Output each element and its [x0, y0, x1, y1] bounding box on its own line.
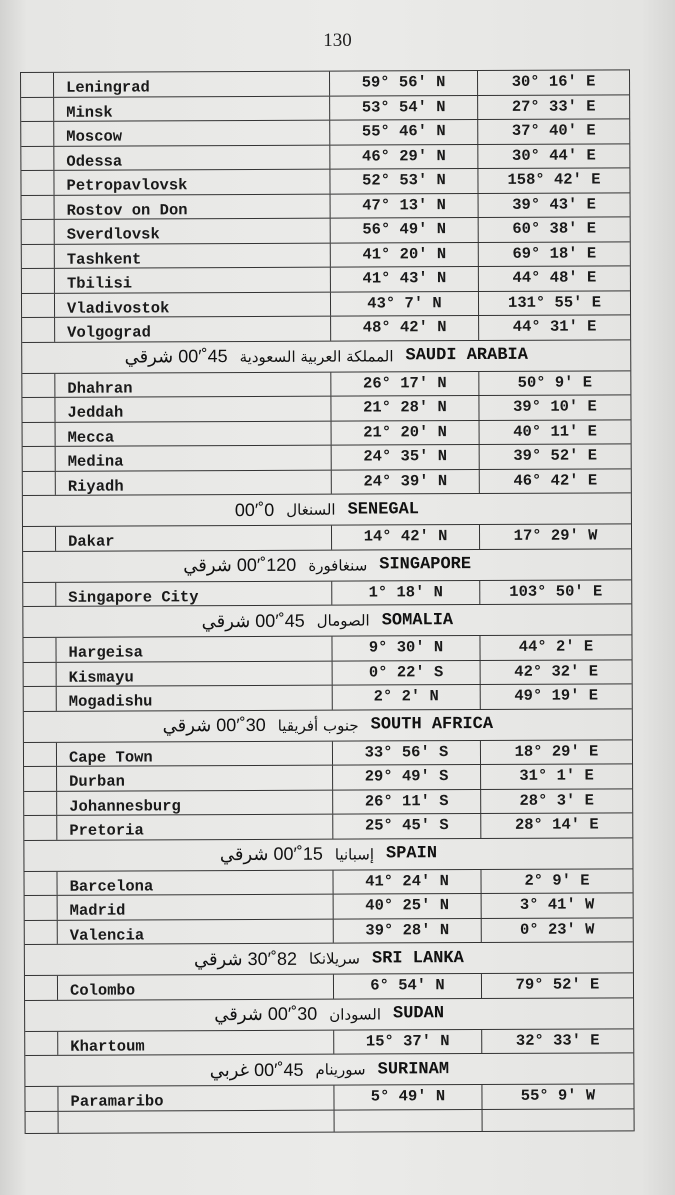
city-name: Durban	[57, 766, 333, 791]
country-name: SOUTH AFRICA	[370, 714, 494, 735]
latitude: 21° 28′ N	[331, 396, 479, 420]
longitude: 55° 9′ W	[520, 1086, 596, 1105]
longitude: 18° 29′ E	[514, 741, 599, 761]
city-name: Johannesburg	[57, 790, 333, 815]
table-row	[25, 1084, 633, 1111]
meridian-label: 45˚00′ شرقي	[201, 610, 305, 631]
country-arabic-name: السنغال	[286, 500, 336, 519]
margin-cell	[25, 896, 58, 920]
country-arabic-name: سريلانكا	[308, 949, 361, 968]
city-name: Sverdlovsk	[55, 219, 331, 244]
longitude: 32° 33′ E	[515, 1030, 600, 1050]
table-row	[22, 315, 630, 342]
meridian-label: 45˚00′ غربي	[209, 1059, 304, 1080]
empty-cell	[483, 1109, 634, 1131]
country-name: SRI LANKA	[371, 948, 464, 968]
table-row	[22, 266, 630, 293]
city-name: Cape Town	[57, 741, 333, 766]
empty-cell	[59, 1110, 335, 1132]
latitude: 6° 54′ N	[334, 974, 482, 998]
city-name: Kismayu	[57, 661, 333, 686]
margin-cell	[25, 1087, 58, 1111]
margin-cell	[23, 471, 56, 495]
margin-cell	[25, 1031, 58, 1055]
country-name: SPAIN	[385, 844, 438, 864]
city-name: Leningrad	[54, 72, 330, 97]
margin-cell	[23, 527, 56, 551]
longitude: 30° 16′ E	[511, 72, 596, 91]
country-header	[25, 1053, 633, 1087]
margin-cell	[21, 122, 54, 146]
country-header	[25, 998, 633, 1032]
meridian-label: 82˚30′ شرقي	[193, 948, 298, 969]
margin-cell	[24, 871, 57, 895]
country-arabic-name: الصومال	[316, 611, 370, 630]
latitude: 52° 53′ N	[330, 169, 478, 193]
city-name: Singapore City	[56, 581, 332, 606]
margin-cell	[25, 976, 58, 1000]
table-row	[25, 918, 633, 945]
table-row	[22, 371, 630, 398]
city-name: Vladivostok	[55, 292, 331, 317]
table-row	[25, 973, 633, 1000]
margin-cell	[24, 816, 57, 840]
city-name: Paramaribo	[58, 1086, 334, 1111]
city-name: Rostov on Don	[55, 194, 331, 219]
city-name: Tashkent	[55, 243, 331, 268]
city-name: Colombo	[58, 975, 334, 1000]
latitude: 41° 24′ N	[333, 869, 481, 893]
city-name: Moscow	[54, 121, 330, 146]
table-row	[21, 95, 629, 122]
country-header	[22, 340, 630, 374]
country-name: SURINAM	[377, 1059, 450, 1079]
table-row	[24, 684, 632, 711]
page-number: 130	[323, 30, 352, 51]
latitude: 41° 20′ N	[331, 242, 479, 266]
country-name: SINGAPORE	[379, 555, 472, 575]
country-header	[25, 942, 633, 976]
city-name: Medina	[56, 446, 332, 471]
margin-cell	[21, 73, 54, 97]
margin-cell	[26, 1111, 59, 1132]
longitude: 39° 10′ E	[513, 397, 597, 416]
longitude: 44° 31′ E	[512, 317, 597, 336]
longitude: 39° 52′ E	[513, 446, 598, 465]
margin-cell	[22, 244, 55, 268]
margin-cell	[21, 146, 54, 170]
longitude: 49° 19′ E	[514, 686, 599, 705]
table-row	[24, 764, 632, 791]
margin-cell	[21, 171, 54, 195]
city-name: Barcelona	[57, 870, 333, 895]
country-header	[23, 549, 631, 583]
longitude: 44° 2′ E	[518, 637, 594, 656]
margin-cell	[23, 638, 56, 662]
country-name: SENEGAL	[347, 499, 420, 520]
city-name: Tbilisi	[55, 268, 331, 293]
latitude: 21° 20′ N	[332, 420, 480, 444]
longitude: 131° 55′ E	[507, 292, 602, 312]
latitude: 29° 49′ S	[333, 765, 481, 789]
margin-cell	[22, 293, 55, 317]
longitude: 103° 50′ E	[509, 581, 603, 601]
margin-cell	[23, 422, 56, 446]
table-row	[24, 813, 632, 840]
latitude: 48° 42′ N	[331, 316, 479, 340]
latitude: 24° 39′ N	[332, 469, 480, 493]
margin-cell	[25, 920, 58, 944]
margin-cell	[22, 398, 55, 422]
longitude: 44° 48′ E	[512, 268, 597, 287]
latitude: 39° 28′ N	[334, 918, 482, 942]
country-arabic-name: المملكة العربية السعودية	[239, 346, 394, 366]
city-name: Minsk	[54, 96, 330, 121]
longitude: 158° 42′ E	[507, 170, 601, 189]
latitude: 9° 30′ N	[332, 636, 480, 660]
latitude: 5° 49′ N	[334, 1085, 482, 1109]
longitude: 17° 29′ W	[513, 526, 598, 545]
latitude: 2° 2′ N	[333, 685, 481, 709]
latitude: 15° 37′ N	[334, 1029, 482, 1053]
latitude: 24° 35′ N	[332, 445, 480, 469]
latitude: 26° 17′ N	[331, 371, 479, 395]
longitude: 46° 42′ E	[513, 470, 598, 490]
longitude: 42° 32′ E	[514, 661, 599, 681]
empty-row	[26, 1109, 634, 1134]
longitude: 30° 44′ E	[511, 145, 596, 165]
longitude: 40° 11′ E	[513, 421, 597, 441]
margin-cell	[24, 742, 57, 766]
longitude: 28° 3′ E	[519, 791, 594, 810]
longitude: 37° 40′ E	[511, 121, 596, 140]
margin-cell	[24, 767, 57, 791]
city-name: Pretoria	[57, 815, 333, 840]
latitude: 56° 49′ N	[331, 218, 479, 242]
city-name: Jeddah	[55, 397, 331, 422]
margin-cell	[22, 195, 55, 219]
city-name: Mogadishu	[57, 686, 333, 711]
margin-cell	[23, 447, 56, 471]
table-row	[22, 217, 630, 244]
margin-cell	[23, 582, 56, 606]
table-row	[23, 524, 631, 551]
longitude: 39° 43′ E	[512, 194, 596, 214]
margin-cell	[24, 662, 57, 686]
latitude: 59° 56′ N	[330, 71, 478, 95]
city-name: Volgograd	[55, 317, 331, 342]
country-arabic-name: جنوب أفريقيا	[277, 716, 359, 735]
table-row	[25, 893, 633, 920]
table-row	[23, 420, 631, 447]
country-name: SAUDI ARABIA	[405, 345, 528, 366]
latitude: 55° 46′ N	[330, 120, 478, 144]
margin-cell	[22, 220, 55, 244]
country-arabic-name: سنغافورة	[308, 555, 368, 575]
latitude: 46° 29′ N	[330, 145, 478, 169]
longitude: 69° 18′ E	[512, 243, 597, 263]
table-row	[21, 168, 629, 195]
latitude: 25° 45′ S	[333, 814, 481, 838]
city-name: Khartoum	[58, 1030, 334, 1055]
city-name: Odessa	[54, 145, 330, 170]
city-name: Madrid	[58, 895, 334, 920]
latitude: 33° 56′ S	[333, 740, 481, 764]
meridian-label: 0˚00′	[234, 499, 275, 520]
longitude: 27° 33′ E	[511, 96, 596, 116]
country-arabic-name: السودان	[329, 1004, 382, 1024]
table-row	[25, 1029, 633, 1056]
longitude: 0° 23′ W	[519, 920, 595, 939]
longitude: 31° 1′ E	[519, 766, 594, 785]
latitude: 40° 25′ N	[334, 894, 482, 918]
city-name: Valencia	[58, 919, 334, 944]
table-row	[23, 580, 631, 607]
table-row	[22, 242, 630, 269]
table-row	[21, 70, 629, 97]
meridian-label: 30˚00′ شرقي	[214, 1003, 318, 1025]
longitude: 50° 9′ E	[517, 373, 593, 392]
longitude: 3° 41′ W	[519, 895, 595, 914]
table-row	[23, 635, 631, 662]
latitude: 43° 7′ N	[331, 291, 479, 315]
country-name: SUDAN	[392, 1004, 445, 1024]
city-name: Dakar	[56, 526, 332, 551]
country-arabic-name: إسبانيا	[334, 844, 375, 864]
table-row	[24, 660, 632, 687]
city-name: Hargeisa	[56, 637, 332, 662]
city-name: Riyadh	[56, 470, 332, 495]
latitude: 26° 11′ S	[333, 789, 481, 813]
empty-cell	[335, 1109, 483, 1131]
margin-cell	[22, 269, 55, 293]
table-row	[22, 291, 630, 318]
longitude: 28° 14′ E	[514, 815, 599, 834]
country-name: SOMALIA	[381, 610, 454, 630]
meridian-label: 120˚00′ شرقي	[183, 554, 297, 576]
meridian-label: 30˚00′ شرقي	[162, 714, 266, 736]
margin-cell	[22, 318, 55, 342]
city-name: Mecca	[56, 421, 332, 446]
city-name: Dhahran	[55, 372, 331, 397]
margin-cell	[24, 791, 57, 815]
longitude: 60° 38′ E	[512, 219, 597, 238]
coordinates-table	[20, 69, 635, 1133]
table-row	[21, 144, 629, 171]
table-row	[24, 869, 632, 896]
margin-cell	[21, 97, 54, 121]
country-header	[23, 604, 631, 638]
margin-cell	[24, 687, 57, 711]
country-header	[24, 709, 632, 743]
latitude: 53° 54′ N	[330, 96, 478, 120]
margin-cell	[22, 373, 55, 397]
table-row	[23, 444, 631, 471]
longitude: 79° 52′ E	[515, 975, 600, 994]
table-row	[24, 740, 632, 767]
table-row	[21, 119, 629, 146]
meridian-label: 15˚00′ شرقي	[219, 843, 323, 865]
country-header	[23, 493, 631, 527]
latitude: 0° 22′ S	[333, 660, 481, 684]
latitude: 47° 13′ N	[331, 194, 479, 218]
table-row	[22, 193, 630, 220]
table-row	[24, 789, 632, 816]
longitude: 2° 9′ E	[524, 871, 590, 890]
city-name: Petropavlovsk	[54, 170, 330, 195]
country-header	[24, 838, 632, 872]
meridian-label: 45˚00′ شرقي	[124, 346, 228, 367]
latitude: 1° 18′ N	[332, 580, 480, 604]
table-row	[22, 395, 630, 422]
latitude: 41° 43′ N	[331, 267, 479, 291]
country-arabic-name: سورينام	[315, 1060, 366, 1079]
table-row	[23, 469, 631, 496]
latitude: 14° 42′ N	[332, 525, 480, 549]
